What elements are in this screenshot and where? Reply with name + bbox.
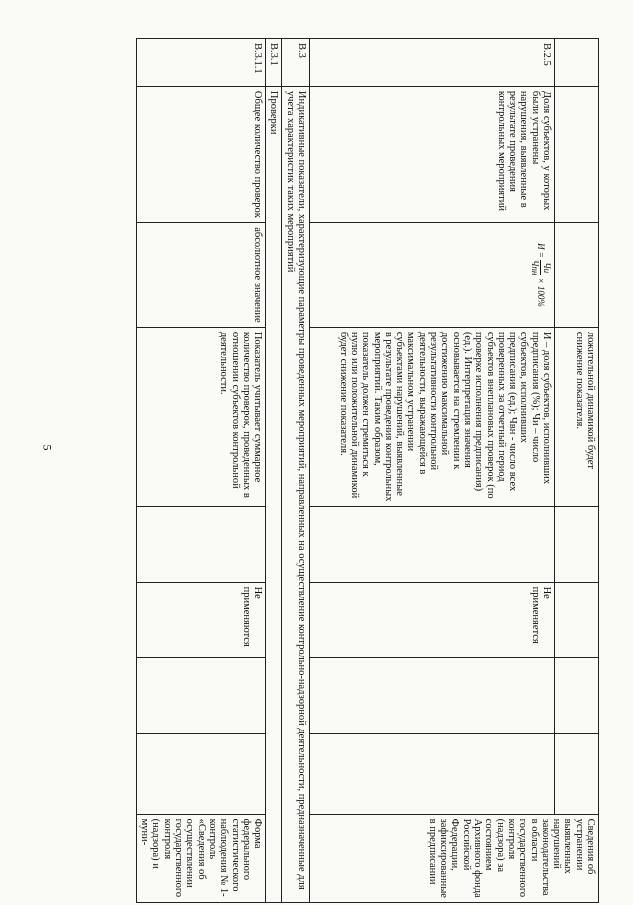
cell-blank [310, 733, 555, 814]
cell-name: Доля субъектов, у которых были устранены нарушения, выявленные в результате проведения контрольных мероприятий [310, 86, 555, 222]
cell-blank [136, 506, 265, 582]
cell-formula [555, 223, 599, 328]
rotated-table-container [136, 38, 599, 903]
table-row-b3 [282, 39, 310, 903]
cell-description: И – доля субъектов, исполнивших предписания (%); Чи – число субъектов, исполнивших предписания (ед.); Чвн - число всех проверенных за отчетный период субъектов внеплановых проверок (по проверке исполнения предписания) (ед.). Интерпретация значения основывается на стремлении к достижению максимальной результативности контрольной деятельности, выражающейся в максимальном устранении субъектами нарушений, выявленные в результате проведения контрольных мероприятий. Таким образом, показатель должен стремиться к нулю или положительной динамикой будет снижение показателя. [310, 327, 555, 506]
formula-fraction [528, 260, 552, 275]
cell-blank [555, 506, 599, 582]
cell-source: Форма федерального статистического наблюдения № 1-контроль «Сведения об осуществлении государственного контроля (надзора) и муни- [136, 814, 265, 902]
cell-num: В.2.5 [310, 39, 555, 87]
cell-subsection-title: Проверки [266, 86, 282, 902]
cell-num: В.3.1 [266, 39, 282, 87]
cell-description: Показатель учитывает суммарное количество проверок, проведенных в отношении субъектов контрольной деятельности. [136, 327, 265, 506]
cell-formula: абсолютное значение [136, 223, 265, 328]
cell-source: Сведения об устранении выявленных нарушений законодательства в области государственного контроля (надзора) за состоянием Архивного фонда Российской Федерации, зафиксированные в предписании [310, 814, 599, 902]
table-row-b25 [310, 39, 555, 903]
cell-name: Общее количество проверок [136, 86, 265, 222]
table-row-continuation [555, 39, 599, 903]
cell-blank [310, 658, 555, 734]
cell-blank [310, 506, 555, 582]
cell-num: В.3 [282, 39, 310, 87]
indicators-table [136, 38, 599, 903]
cell-name [555, 86, 599, 222]
table-row-b31 [266, 39, 282, 903]
formula-lhs: И = [536, 243, 547, 261]
cell-num: В.3.1.1 [136, 39, 265, 87]
cell-description: ложительной динамикой будет снижение показателя. [555, 327, 599, 506]
cell-period [555, 582, 599, 658]
cell-section-title: Индикативные показатели, характеризующие параметры проведенных мероприятий, направленных на осуществление контрольно-надзорной деятельности, предназначенные для учета характеристик таких мероприятий [282, 86, 310, 902]
cell-blank [555, 733, 599, 814]
formula-numerator: Чи [540, 260, 552, 275]
cell-period: Не применяются [136, 582, 265, 658]
cell-blank [136, 733, 265, 814]
cell-formula [310, 223, 555, 328]
formula-rhs: × 100% [536, 275, 547, 307]
page-number: 5 [40, 444, 55, 451]
cell-blank [136, 658, 265, 734]
cell-period: Не применяется [310, 582, 555, 658]
cell-num [555, 39, 599, 87]
table-row-b311 [136, 39, 265, 903]
formula-denominator: Чпн [529, 260, 540, 276]
cell-blank [555, 658, 599, 734]
